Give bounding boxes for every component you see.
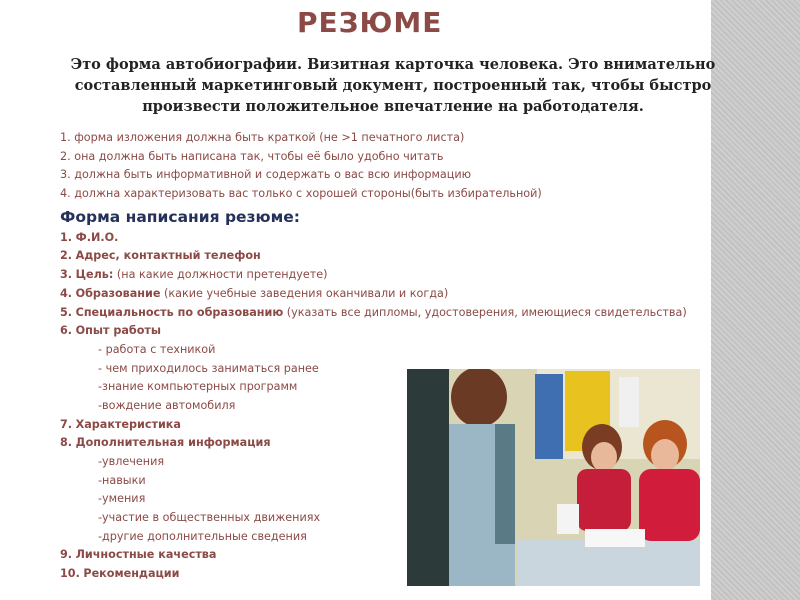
item-label: Личностные качества bbox=[75, 548, 217, 562]
form-item bbox=[60, 322, 720, 341]
rule-line bbox=[60, 148, 720, 167]
item-number: 10. bbox=[60, 567, 80, 581]
person-shadow bbox=[495, 424, 515, 544]
photo-job-fair bbox=[407, 369, 700, 586]
item-number: 1. bbox=[60, 230, 73, 244]
item-number: 9. bbox=[60, 548, 73, 562]
item-number: 7. bbox=[60, 417, 73, 431]
sub-item: -увлечения bbox=[98, 455, 165, 468]
item-label: Цель: bbox=[75, 268, 114, 282]
rule-line bbox=[60, 185, 720, 204]
item-number: 5. bbox=[60, 305, 73, 319]
item-label: Опыт работы bbox=[75, 324, 162, 338]
item-description: (указать все дипломы, удостоверения, имеющиеся свидетельства) bbox=[286, 305, 687, 319]
rule-text: 1. форма изложения должна быть краткой (не >1 печатного листа) bbox=[60, 131, 465, 144]
item-label: Специальность по образованию bbox=[75, 305, 284, 319]
woman-2-face bbox=[651, 439, 679, 471]
item-number: 8. bbox=[60, 436, 73, 450]
rule-text: 3. должна быть информативной и содержать о вас всю информацию bbox=[60, 168, 472, 182]
decorative-side-stripe bbox=[711, 0, 800, 600]
woman-1-jacket bbox=[577, 469, 631, 531]
item-description: (какие учебные заведения оканчивали и когда) bbox=[164, 286, 449, 300]
item-label: Ф.И.О. bbox=[75, 230, 119, 244]
item-label: Рекомендации bbox=[83, 567, 180, 581]
rule-text: 4. должна характеризовать вас только с хорошей стороны(быть избирательной) bbox=[60, 187, 542, 201]
woman-2-jacket bbox=[639, 469, 700, 541]
item-number: 6. bbox=[60, 324, 73, 338]
form-heading: Форма написания резюме: bbox=[60, 207, 301, 226]
sub-item: -участие в общественных движениях bbox=[98, 511, 321, 525]
item-label: Характеристика bbox=[75, 417, 181, 431]
photo-illustration bbox=[407, 369, 700, 586]
item-number: 3. bbox=[60, 268, 73, 282]
form-item bbox=[60, 304, 720, 323]
rule-text: 2. она должна быть написана так, чтобы её было удобно читать bbox=[60, 149, 444, 163]
form-item bbox=[60, 247, 720, 266]
item-number: 2. bbox=[60, 249, 73, 263]
slide-title: РЕЗЮМЕ bbox=[297, 6, 443, 39]
sub-item: - чем приходилось заниматься ранее bbox=[98, 361, 319, 375]
form-item bbox=[60, 229, 720, 248]
sub-item: -вождение автомобиля bbox=[98, 398, 236, 412]
item-label: Адрес, контактный телефон bbox=[75, 249, 261, 263]
sub-item: - работа с техникой bbox=[98, 342, 216, 356]
item-number: 4. bbox=[60, 286, 73, 300]
papers-on-table bbox=[585, 529, 645, 547]
form-item bbox=[60, 266, 720, 285]
item-label: Образование bbox=[75, 286, 161, 300]
person-hair bbox=[451, 369, 507, 427]
rule-line bbox=[60, 166, 720, 185]
sub-item: -другие дополнительные сведения bbox=[98, 529, 307, 543]
person-left-dark bbox=[407, 369, 449, 586]
sub-item: -навыки bbox=[98, 473, 146, 487]
poster-blue bbox=[535, 374, 563, 459]
poster-white bbox=[619, 377, 639, 427]
sub-item: -знание компьютерных программ bbox=[98, 380, 298, 394]
paper-box bbox=[557, 504, 579, 534]
sub-item: -умения bbox=[98, 492, 146, 506]
form-item bbox=[60, 285, 720, 304]
woman-1-face bbox=[591, 442, 617, 472]
item-description: (на какие должности претендуете) bbox=[116, 268, 328, 282]
intro-paragraph: Это форма автобиографии. Визитная карточка человека. Это внимательно составленный маркетинговый документ, построенный так, чтобы быстро произвести положительное впечатление на работодателя. bbox=[70, 56, 716, 115]
item-label: Дополнительная информация bbox=[75, 436, 271, 450]
rule-line bbox=[60, 129, 720, 148]
